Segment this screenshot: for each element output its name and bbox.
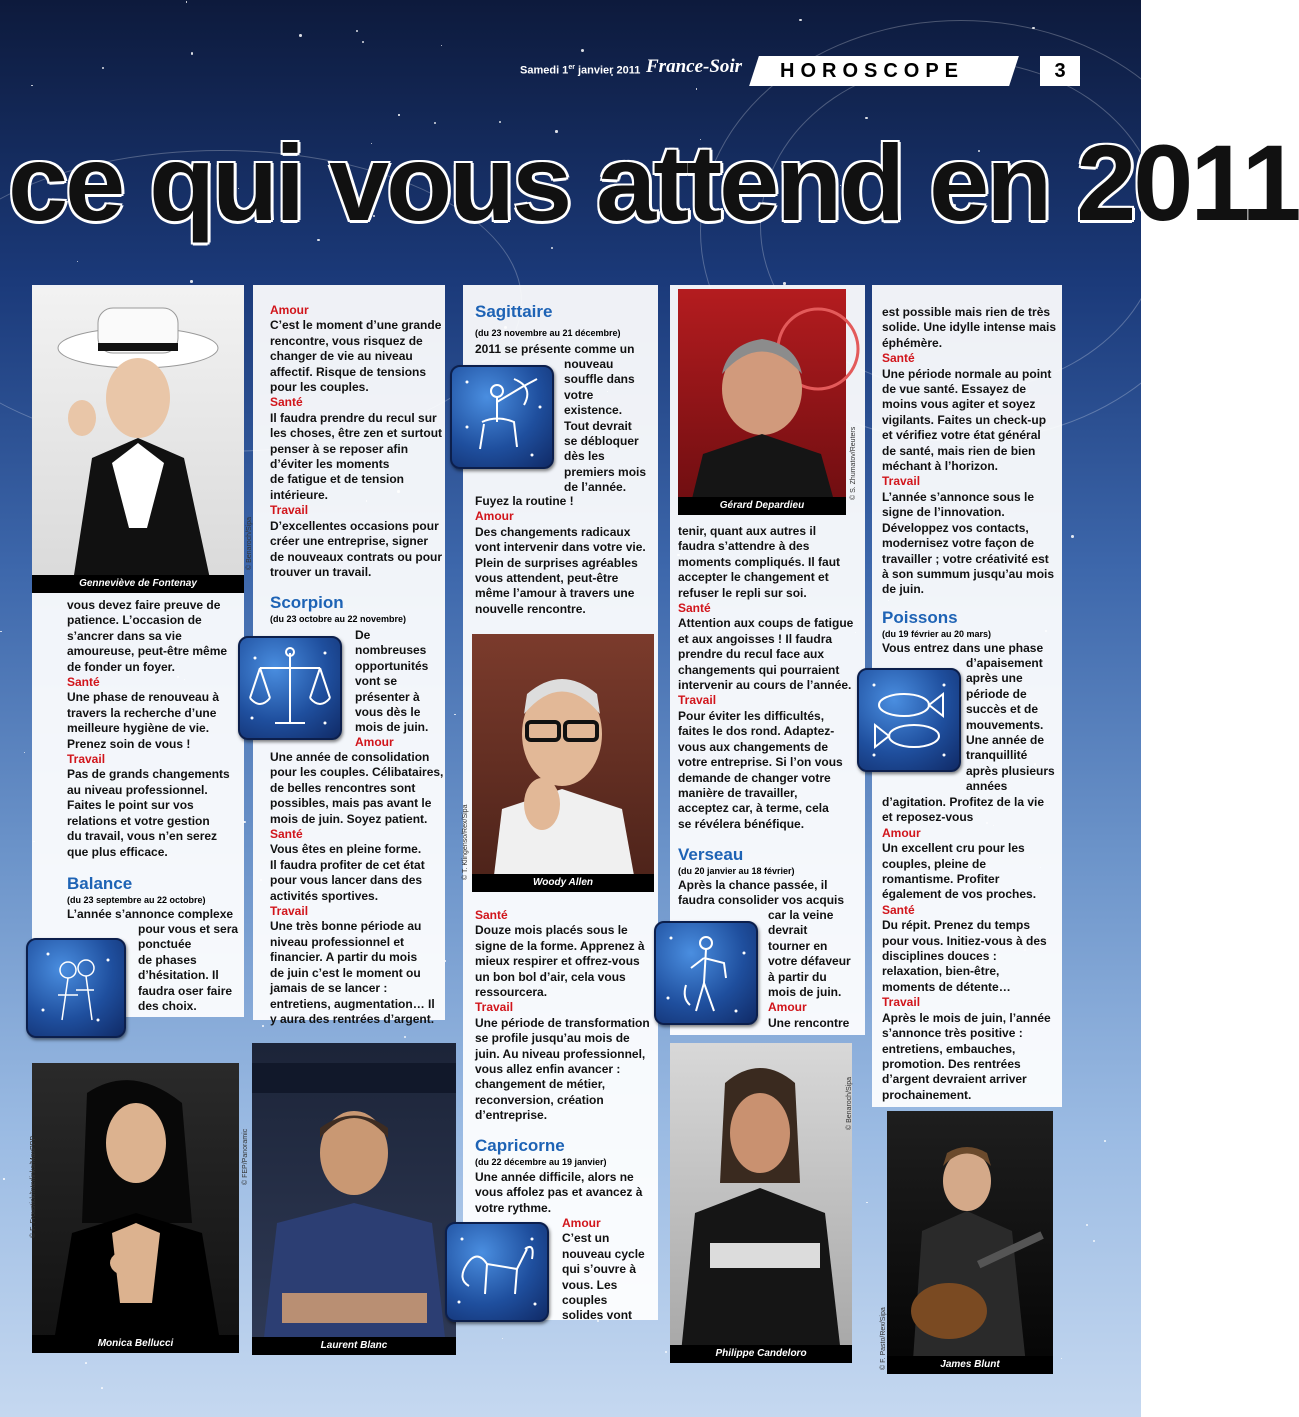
star bbox=[1093, 1240, 1095, 1242]
verseau-lead: Après la chance passée, il faudra consolider vos acquis bbox=[678, 878, 845, 908]
star bbox=[551, 247, 553, 249]
col1-intro: vous devez faire preuve de patience. L’occasion de s’ancrer dans sa vie amoureuse, peut-être même de fonder un foyer. Santé Une phase de renouveau à travers la recherche d’une meilleure hygiène de vie. Prenez soin de vous ! Travail Pas de grands changements au niveau professionnel. Faites le point sur vos relations et votre gestion du travail, vous n’en serez que plus efficace. bbox=[67, 598, 230, 859]
sign-dates-sagittaire: (du 23 novembre au 21 décembre) bbox=[475, 328, 621, 338]
sign-dates-capricorne: (du 22 décembre au 19 janvier) bbox=[475, 1157, 607, 1167]
photo-caption: Gérard Depardieu bbox=[678, 497, 846, 515]
scorpio-scales-icon bbox=[238, 636, 342, 740]
col2-text-a: Amour C’est le moment d’une grande rencontre, vous risquez de changer de vie au niveau affectif. Risque de tensions pour les couples. Santé Il faudra prendre du recul sur les choses, être zen et surtout penser à se reposer afin d’éviter les moments de fatigue et de tension intérieure. Travail D’excellentes occasions pour créer une entreprise, signer de nouveaux contrats ou pour trouver un travail. bbox=[270, 303, 443, 579]
travail-label: Travail bbox=[67, 752, 106, 767]
sign-title-capricorne: Capricorne bbox=[475, 1136, 565, 1155]
capricorne-body: Amour C’est un nouveau cycle qui s’ouvre à vous. Les couples solides vont bbox=[562, 1216, 645, 1323]
portrait-illustration bbox=[32, 288, 244, 593]
star bbox=[799, 19, 801, 21]
sagittaire-body: nouveau souffle dans votre existence. Tout devrait se débloquer dès les premiers mois de l’année. bbox=[564, 357, 647, 495]
photo-credit: © FEP/Panoramic bbox=[242, 1128, 249, 1185]
sign-title-poissons: Poissons bbox=[882, 608, 958, 627]
portrait-illustration bbox=[252, 1043, 456, 1355]
sign-dates-verseau: (du 20 janvier au 18 février) bbox=[678, 866, 795, 876]
star bbox=[356, 30, 358, 32]
star bbox=[696, 88, 698, 90]
photo-caption: Philippe Candeloro bbox=[670, 1345, 852, 1363]
col3-text-b: Santé Douze mois placés sous le signe de la forme. Apprenez à mieux respirer et offrez-vous un bon bol d’air, cela vous ressourcera. Travail Une période de transformation se profile jusqu’au mois de juin. Au niveau professionnel, vous allez enfin avancer : changement de métier, reconversion, création d’entreprise. bbox=[475, 908, 650, 1123]
portrait-illustration bbox=[887, 1111, 1053, 1374]
newspaper-logo: France-Soir bbox=[646, 56, 743, 77]
sante-label: Santé bbox=[67, 675, 100, 690]
photo-credit: © F. Froustick/Interlinks/MaxPPP bbox=[30, 1135, 37, 1238]
photo-blunt bbox=[887, 1111, 1053, 1374]
travail-label: Travail bbox=[475, 1000, 514, 1015]
star bbox=[1061, 1358, 1062, 1359]
star bbox=[24, 752, 25, 753]
travail-label: Travail bbox=[678, 693, 717, 708]
star bbox=[404, 1036, 406, 1038]
col4-text-a: tenir, quant aux autres il faudra s’attendre à des moments compliqués. Il faut accepter le changement et refuser le repli sur soi. Santé Attention aux coups de fatigue et aux angoisses ! Il faudra prendre du recul face aux changements qui pourraient intervenir au cours de l’année. Travail Pour éviter les difficultés, faites le dos rond. Adaptez- vous aux changements de votre entreprise. Si l’on vous demande de changer votre manière de travailler, acceptez car, à terme, cela se révélera bénéfique. bbox=[678, 524, 854, 831]
photo-credit: © Benaroch/Sipa bbox=[846, 1076, 853, 1130]
photo-caption: Woody Allen bbox=[472, 874, 654, 892]
photo-bellucci bbox=[32, 1063, 239, 1353]
photo-caption: Genneviève de Fontenay bbox=[32, 575, 244, 593]
headline: ce qui vous attend en 2011 bbox=[8, 122, 1299, 243]
col5-text-b: d’agitation. Profitez de la vie et reposez-vous Amour Un excellent cru pour les couples, pleine de romantisme. Profiter également de vos proches. Santé Du répit. Prenez du temps pour vous. Initiez-vous à des disciplines douces : relaxation, bien-être, moments de détente… Travail Après le mois de juin, l’année s’annonce très positive : entretiens, embauches, promotion. Des rentrées d’argent devraient arriver prochainement. bbox=[882, 795, 1051, 1102]
star bbox=[3, 1178, 4, 1179]
sign-dates-poissons: (du 19 février au 20 mars) bbox=[882, 629, 992, 639]
star bbox=[85, 1362, 87, 1364]
sign-title-verseau: Verseau bbox=[678, 845, 744, 864]
amour-label: Amour bbox=[475, 509, 514, 524]
col3-text-a: Fuyez la routine ! Amour Des changements radicaux vont intervenir dans votre vie. Plein de surprises agréables vous attendent, peut-être même l’amour à travers une nouvelle rencontre. bbox=[475, 494, 646, 616]
photo-depardieu bbox=[678, 289, 846, 515]
photo-caption: Laurent Blanc bbox=[252, 1337, 456, 1355]
poissons-lead: Vous entrez dans une phase bbox=[882, 641, 1044, 655]
libra-icon bbox=[26, 938, 126, 1038]
sagittaire-lead: 2011 se présente comme un bbox=[475, 342, 635, 356]
capricorne-lead: Une année difficile, alors ne vous affolez pas et avancez à votre rythme. bbox=[475, 1170, 643, 1215]
amour-label: Amour bbox=[355, 735, 394, 749]
star bbox=[1104, 1140, 1106, 1142]
star bbox=[398, 114, 399, 115]
star bbox=[581, 49, 584, 52]
star bbox=[1086, 1224, 1088, 1226]
balance-lead: L’année s’annonce complexe bbox=[67, 907, 234, 921]
amour-label: Amour bbox=[562, 1216, 601, 1230]
photo-fontenay bbox=[32, 288, 244, 593]
travail-label: Travail bbox=[882, 995, 921, 1010]
sign-dates-balance: (du 23 septembre au 22 octobre) bbox=[67, 895, 206, 905]
sagittarius-icon bbox=[450, 365, 554, 469]
poissons-body: d’apaisement après une période de succès et de mouvements. Une année de tranquillité après plusieurs années bbox=[966, 656, 1055, 794]
photo-credit: © T. Klingenso/Rex/Sipa bbox=[462, 804, 469, 880]
photo-credit: © S. Zhumatov/Reuters bbox=[850, 426, 857, 500]
section-label: HOROSCOPE bbox=[780, 60, 965, 82]
photo-caption: James Blunt bbox=[887, 1356, 1053, 1374]
photo-blanc bbox=[252, 1043, 456, 1355]
capricorn-icon bbox=[445, 1222, 549, 1322]
star bbox=[1032, 27, 1034, 29]
amour-label: Amour bbox=[270, 303, 309, 317]
balance-body: pour vous et sera ponctuée de phases d’hésitation. Il faudra oser faire des choix. bbox=[138, 922, 239, 1014]
photo-credit: © F. Pasto/Rex/Sipa bbox=[880, 1307, 887, 1370]
star bbox=[299, 34, 302, 37]
star bbox=[454, 714, 456, 716]
issue-date: Samedi 1er janvier 2011 bbox=[520, 64, 641, 77]
travail-label: Travail bbox=[270, 503, 309, 518]
portrait-illustration bbox=[472, 634, 654, 892]
star bbox=[191, 52, 194, 55]
sign-dates-scorpion: (du 23 octobre au 22 novembre) bbox=[270, 614, 407, 624]
photo-candeloro bbox=[670, 1043, 852, 1363]
col5-text-a: est possible mais rien de très solide. Une idylle intense mais éphémère. Santé Une période normale au point de vue santé. Essayez de moins vous agiter et soyez vigilants. Faites un check-up et vérifiez votre état général de santé, mais rien de bien méchant à l’horizon. Travail L’année s’annonce sous le signe de l’innovation. Développez vos contacts, modernisez votre façon de travailler ; votre créativité est à son summum jusqu’au mois de juin. bbox=[882, 305, 1057, 597]
travail-label: Travail bbox=[270, 904, 309, 919]
portrait-illustration bbox=[670, 1043, 852, 1363]
sign-title-balance: Balance bbox=[67, 874, 133, 893]
star bbox=[441, 45, 442, 46]
photo-caption: Monica Bellucci bbox=[32, 1335, 239, 1353]
star bbox=[262, 1025, 264, 1027]
star bbox=[362, 41, 364, 43]
sante-label: Santé bbox=[882, 902, 915, 917]
star bbox=[0, 631, 2, 633]
photo-credit: © Benaroch/Sipa bbox=[246, 516, 253, 570]
sante-label: Santé bbox=[475, 908, 508, 922]
sante-label: Santé bbox=[678, 601, 711, 616]
star bbox=[1071, 535, 1074, 538]
verseau-body: car la veine devrait tourner en votre défaveur à partir du mois de juin. Amour Une rencontre bbox=[768, 908, 851, 1030]
star bbox=[866, 1202, 868, 1204]
star bbox=[190, 280, 192, 282]
star bbox=[101, 1387, 103, 1389]
col2-text-b: Une année de consolidation pour les couples. Célibataires, de belles rencontres sont possibles, mais pas avant le mois de juin. Soyez patient. Santé Vous êtes en pleine forme. Il faudra profiter de cet état pour vous lancer dans des activités sportives. Travail Une très bonne période au niveau professionnel et financier. A partir du mois de juin c’est le moment ou jamais de se lancer : entretiens, augmentation… Il y aura des rentrées d’argent. bbox=[270, 750, 444, 1026]
sante-label: Santé bbox=[270, 827, 303, 842]
star bbox=[102, 67, 104, 69]
scorpion-body: De nombreuses opportunités vont se présenter à vous dès le mois de juin. bbox=[355, 628, 429, 735]
sign-title-scorpion: Scorpion bbox=[270, 593, 344, 612]
photo-allen bbox=[472, 634, 654, 892]
amour-label: Amour bbox=[882, 825, 921, 840]
aquarius-icon bbox=[654, 921, 758, 1025]
portrait-illustration bbox=[32, 1063, 239, 1353]
page-number: 3 bbox=[1040, 56, 1080, 86]
travail-label: Travail bbox=[882, 474, 921, 489]
portrait-illustration bbox=[678, 289, 846, 515]
sante-label: Santé bbox=[270, 395, 303, 410]
sign-title-sagittaire: Sagittaire bbox=[475, 302, 553, 321]
pisces-icon bbox=[857, 668, 961, 772]
star bbox=[502, 1338, 503, 1339]
amour-label: Amour bbox=[768, 1000, 807, 1015]
star bbox=[665, 1351, 667, 1353]
sante-label: Santé bbox=[882, 351, 915, 366]
star bbox=[31, 85, 33, 87]
star bbox=[186, 1, 187, 2]
